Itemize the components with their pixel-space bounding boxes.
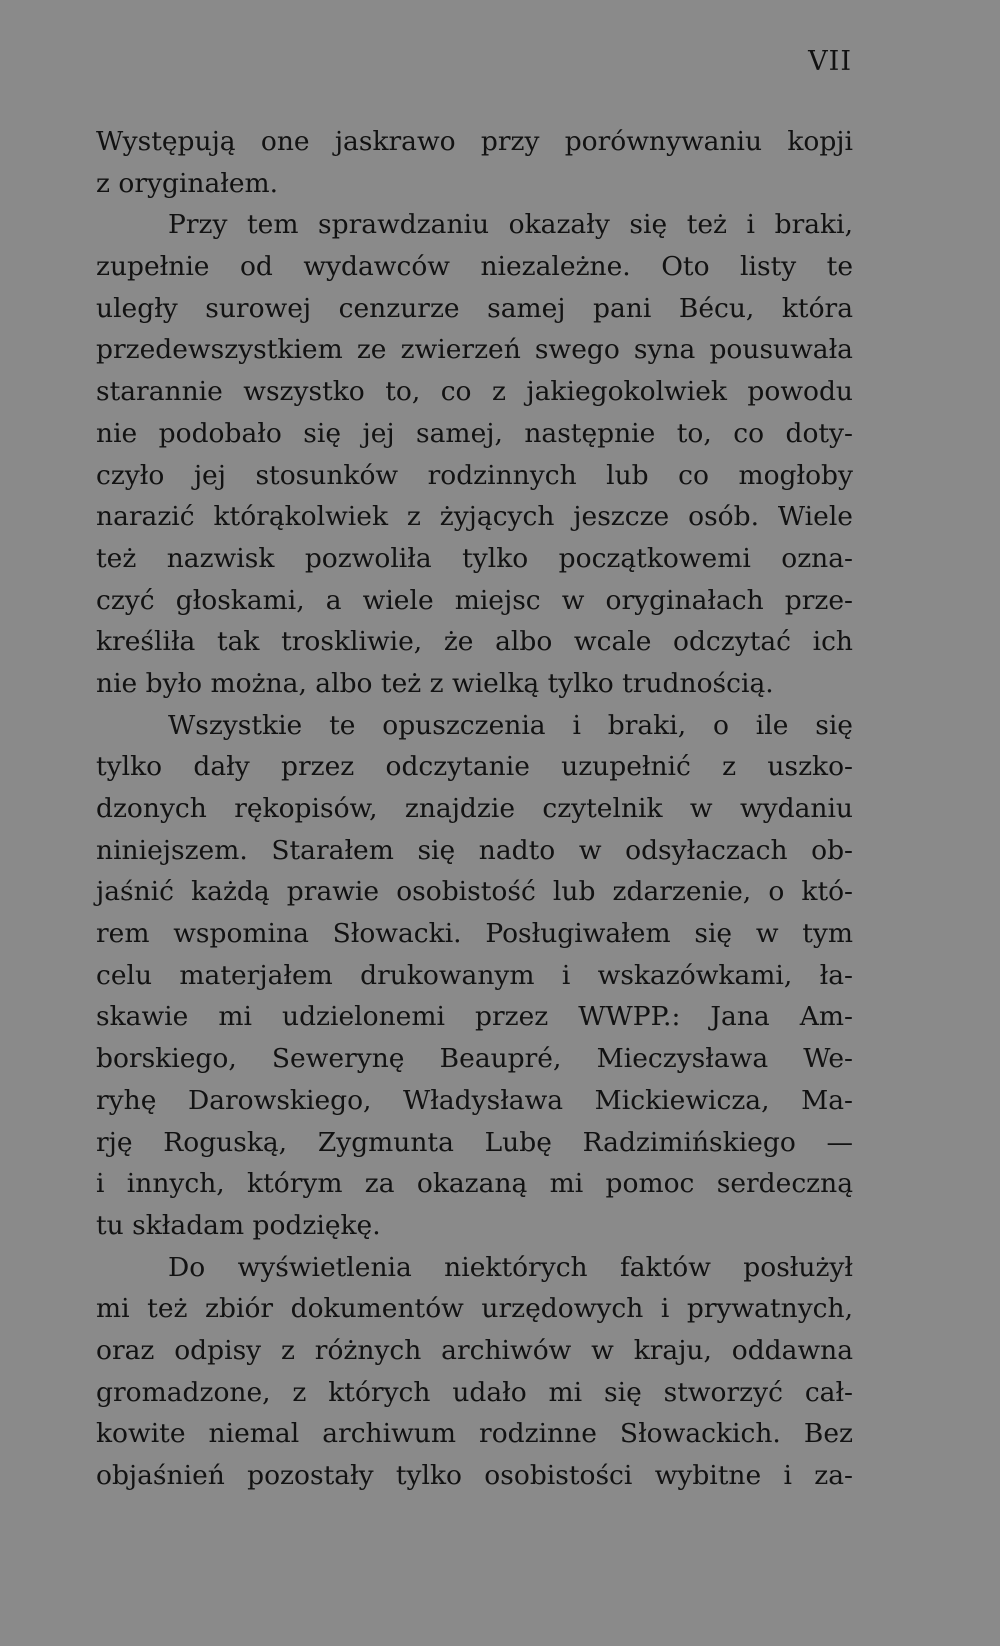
text-line: starannie wszystko to, co z jakiegokolwiek powodu	[96, 376, 853, 408]
text-line: dzonych rękopisów, znajdzie czytelnik w wydaniu	[96, 793, 853, 824]
text-line: czyło jej stosunków rodzinnych lub co mogłoby	[96, 459, 853, 491]
text-line: mi też zbiór dokumentów urzędowych i prywatnych,	[96, 1293, 853, 1325]
text-line: i innych, którym za okazaną mi pomoc serdeczną	[96, 1168, 853, 1200]
text-line: Występują one jaskrawo przy porównywaniu kopji	[96, 126, 853, 157]
text-line: oraz odpisy z różnych archiwów w kraju, oddawna	[96, 1334, 853, 1366]
text-line: zupełnie od wydawców niezależne. Oto listy te	[96, 251, 853, 283]
text-line: narazić którąkolwiek z żyjących jeszcze osób. Wiele	[96, 501, 853, 533]
text-line: borskiego, Sewerynę Beaupré, Mieczysława We-	[96, 1043, 853, 1075]
page-number: VII	[808, 46, 852, 77]
text-line: kreśliła tak troskliwie, że albo wcale odczytać ich	[96, 626, 853, 658]
text-line: kowite niemal archiwum rodzinne Słowackich. Bez	[96, 1418, 853, 1450]
text-line: skawie mi udzielonemi przez WWPP.: Jana Am-	[96, 1001, 853, 1033]
text-line: tu składam podziękę.	[96, 1209, 381, 1241]
text-line: gromadzone, z których udało mi się stworzyć cał-	[96, 1376, 853, 1408]
text-line: celu materjałem drukowanym i wskazówkami, ła-	[96, 959, 853, 991]
body-text	[96, 121, 853, 1497]
text-line: niniejszem. Starałem się nadto w odsyłaczach ob-	[96, 834, 853, 866]
text-line: nie było można, albo też z wielką tylko trudnością.	[96, 667, 774, 699]
text-line: rem wspomina Słowacki. Posługiwałem się w tym	[96, 918, 853, 950]
text-line: też nazwisk pozwoliła tylko początkowemi ozna-	[96, 542, 853, 574]
text-line: jaśnić każdą prawie osobistość lub zdarzenie, o któ-	[96, 876, 853, 908]
text-line: czyć głoskami, a wiele miejsc w oryginałach prze-	[96, 584, 853, 616]
text-line: Do wyświetlenia niektórych faktów posłużył	[168, 1251, 853, 1283]
text-line: nie podobało się jej samej, następnie to, co doty-	[96, 417, 853, 449]
text-line: ryhę Darowskiego, Władysława Mickiewicza, Ma-	[96, 1084, 853, 1116]
text-line: z oryginałem.	[96, 167, 279, 199]
text-line: Wszystkie te opuszczenia i braki, o ile się	[168, 709, 853, 741]
text-line: objaśnień pozostały tylko osobistości wybitne i za-	[96, 1460, 853, 1491]
text-line: uległy surowej cenzurze samej pani Bécu, która	[96, 292, 853, 324]
text-line: przedewszystkiem ze zwierzeń swego syna pousuwała	[96, 334, 853, 366]
text-line: Przy tem sprawdzaniu okazały się też i braki,	[168, 209, 853, 241]
text-line: rję Roguską, Zygmunta Lubę Radzimińskiego —	[96, 1126, 853, 1158]
text-line: tylko dały przez odczytanie uzupełnić z uszko-	[96, 751, 853, 783]
